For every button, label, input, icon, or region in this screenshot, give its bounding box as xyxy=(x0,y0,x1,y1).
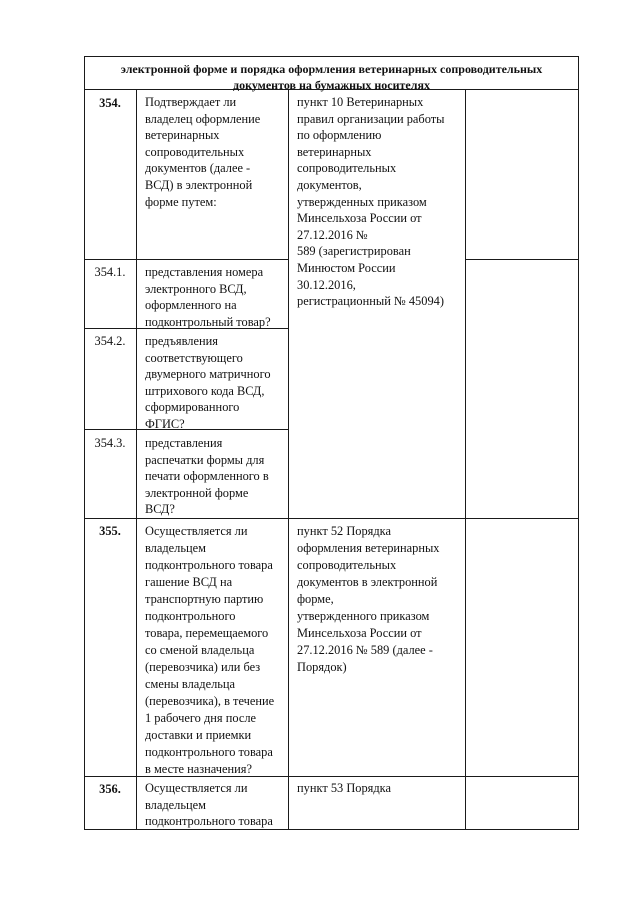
text-line: ВСД) в электронной xyxy=(145,177,253,192)
empty-cell xyxy=(465,777,579,829)
text-line: ФГИС? xyxy=(145,416,185,431)
text-line: 1 рабочего дня после xyxy=(145,711,257,725)
text-line: (перевозчика), в течение xyxy=(145,694,275,708)
text-line: гашение ВСД на xyxy=(145,575,233,589)
text-line: смены владельца xyxy=(145,677,236,691)
section-heading xyxy=(84,61,579,93)
row-divider xyxy=(84,259,288,260)
text-line: Минюстом России xyxy=(297,260,396,275)
text-line: электронного ВСД, xyxy=(145,281,247,296)
text-line: правил организации работы xyxy=(297,111,445,126)
section-heading-line: документов на бумажных носителях xyxy=(233,78,430,92)
column-divider xyxy=(136,89,137,830)
text-line: подконтрольного xyxy=(145,609,236,623)
text-line: оформленного на xyxy=(145,298,237,313)
section-heading-line: электронной форме и порядка оформления ветеринарных сопроводительных xyxy=(120,62,543,76)
text-line: форме, xyxy=(297,592,334,606)
column-divider xyxy=(288,89,289,830)
text-line: Осуществляется ли xyxy=(145,781,248,795)
question-text xyxy=(145,780,273,830)
row-number: 356. xyxy=(99,782,121,796)
text-line: в месте назначения? xyxy=(145,762,252,776)
text-line: документов, xyxy=(297,177,362,192)
row-number: 354. xyxy=(99,96,121,110)
text-line: подконтрольный товар? xyxy=(145,314,271,329)
text-line: пункт 53 Порядка xyxy=(297,781,391,795)
reference-text xyxy=(297,780,391,797)
reference-text xyxy=(297,94,444,310)
text-line: штрихового кода ВСД, xyxy=(145,383,265,398)
text-line: форме путем: xyxy=(145,194,217,209)
text-line: со сменой владельца xyxy=(145,643,255,657)
text-line: Порядок) xyxy=(297,660,347,674)
table-top-border xyxy=(84,56,579,57)
text-line: представления номера xyxy=(145,265,264,279)
text-line: (перевозчика) или без xyxy=(145,660,261,674)
empty-cell xyxy=(465,90,579,259)
text-line: соответствующего xyxy=(145,350,243,365)
row-number: 355. xyxy=(99,524,121,538)
question-text xyxy=(145,264,271,330)
text-line: ветеринарных xyxy=(297,144,372,159)
text-line: владелец оформление xyxy=(145,111,261,126)
text-line: товара, перемещаемого xyxy=(145,626,269,640)
text-line: пункт 10 Ветеринарных xyxy=(297,95,424,109)
question-text xyxy=(145,94,260,210)
text-line: электронной форме xyxy=(145,485,249,500)
row-number: 354.1. xyxy=(94,265,126,279)
text-line: владельцем xyxy=(145,541,206,555)
text-line: подконтрольного товара xyxy=(145,745,273,759)
text-line: 30.12.2016, xyxy=(297,277,356,292)
text-line: сопроводительных xyxy=(297,161,397,176)
text-line: сопроводительных xyxy=(145,144,245,159)
text-line: утвержденного приказом xyxy=(297,609,430,623)
text-line: подконтрольного товара xyxy=(145,814,273,829)
text-line: распечатки формы для xyxy=(145,452,265,467)
text-line: документов (далее - xyxy=(145,161,251,176)
text-line: подконтрольного товара xyxy=(145,558,273,572)
text-line: утвержденных приказом xyxy=(297,194,427,209)
text-line: представления xyxy=(145,436,223,450)
question-text xyxy=(145,333,271,433)
question-text xyxy=(145,523,274,778)
empty-cell xyxy=(465,519,579,776)
text-line: 27.12.2016 № xyxy=(297,227,368,242)
text-line: оформления ветеринарных xyxy=(297,541,440,555)
question-text xyxy=(145,435,269,518)
text-line: Минсельхоза России от xyxy=(297,211,422,226)
text-line: Минсельхоза России от xyxy=(297,626,422,640)
text-line: 27.12.2016 № 589 (далее - xyxy=(297,643,433,657)
text-line: ВСД? xyxy=(145,502,175,517)
text-line: владельцем xyxy=(145,797,206,812)
text-line: ветеринарных xyxy=(145,128,220,143)
reference-text xyxy=(297,523,440,676)
text-line: предъявления xyxy=(145,334,218,348)
text-line: транспортную партию xyxy=(145,592,264,606)
text-line: сформированного xyxy=(145,400,240,415)
text-line: пункт 52 Порядка xyxy=(297,524,391,538)
text-line: документов в электронной xyxy=(297,575,438,589)
text-line: по оформлению xyxy=(297,128,382,143)
text-line: двумерного матричного xyxy=(145,367,271,382)
text-line: Осуществляется ли xyxy=(145,524,248,538)
row-divider xyxy=(465,259,579,260)
text-line: доставки и приемки xyxy=(145,728,252,742)
text-line: 589 (зарегистрирован xyxy=(297,244,411,259)
text-line: Подтверждает ли xyxy=(145,95,237,109)
text-line: сопроводительных xyxy=(297,558,397,572)
row-number: 354.2. xyxy=(94,334,126,348)
text-line: печати оформленного в xyxy=(145,469,269,484)
row-number: 354.3. xyxy=(94,436,126,450)
text-line: регистрационный № 45094) xyxy=(297,294,444,309)
